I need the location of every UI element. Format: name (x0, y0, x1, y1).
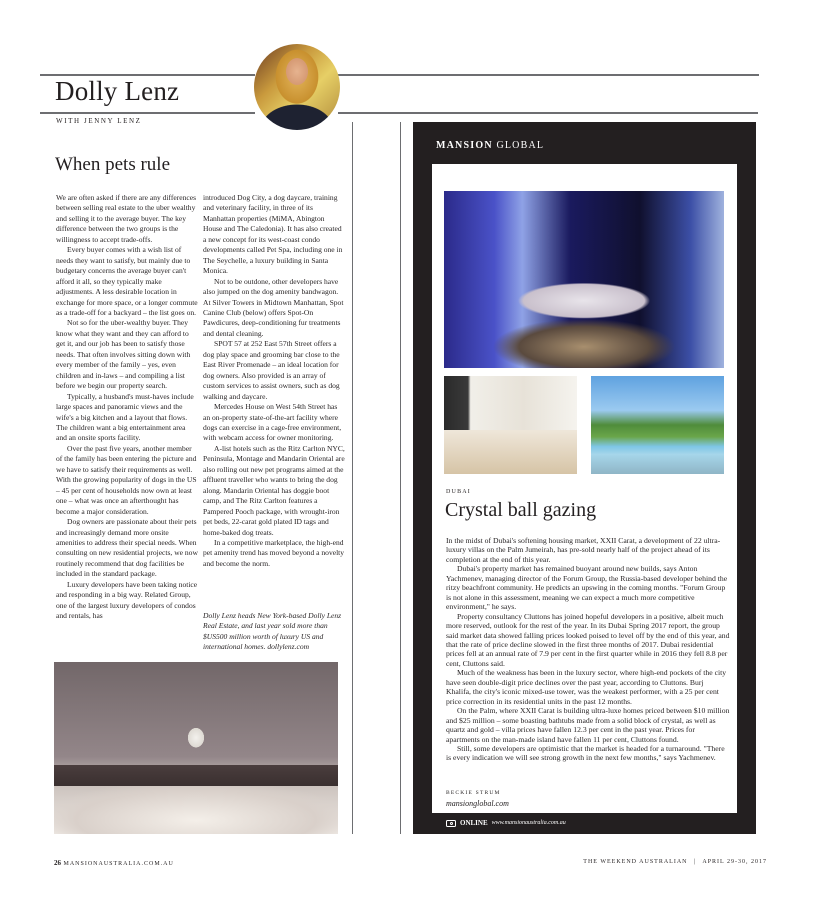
online-label: ONLINE (460, 819, 488, 827)
byline-rule-right (338, 112, 758, 114)
article-kicker: DUBAI (446, 489, 471, 495)
footer-left (54, 859, 174, 867)
author-bio: Dolly Lenz heads New York-based Dolly Lenz Real Estate, and last year sold more than $US500 million worth of luxury US and international homes. dollylenz.com (203, 611, 342, 652)
column-headline: When pets rule (55, 154, 171, 175)
credit-name: BECKIE STRUM (446, 790, 501, 796)
online-url[interactable]: www.mansionaustralia.com.au (491, 820, 566, 826)
paragraph: Typically, a husband's must-haves include large spaces and panoramic views and the wife's a big kitchen and a layout that flows. The children want a big entertainment area and an onsite sports facility. (56, 391, 194, 443)
paragraph: SPOT 57 at 252 East 57th Street offers a dog play space and grooming bar close to the East River Promenade – an ideal location for dog owners. Also provided is an array of custom services to assist owners, such as dog walking and daycare. (203, 339, 340, 401)
paragraph: Luxury developers have been taking notice and responding in a big way. Related Group, one of the largest luxury developers of condos and rentals, has (56, 579, 198, 621)
paragraph: In the midst of Dubai's softening housing market, XXII Carat, a development of 22 ultra-luxury villas on the Palm Jumeirah, has pre-sold nearly half of the project ahead of its completion at the end of this year. (446, 536, 721, 564)
column-divider (352, 122, 353, 834)
paragraph: Dog owners are passionate about their pets and increasingly demand more onsite amenities to address their special needs. When consulting on new residential projects, we now routinely recommend that dog facilities be included in the standard package. (56, 517, 198, 579)
page-number: 26 (54, 859, 61, 867)
author-avatar (254, 44, 340, 130)
paragraph: Not to be outdone, other developers have also jumped on the dog amenity bandwagon. At Silver Towers in Midtown Manhattan, Spot Canine Club (below) offers Spot-On Pawdicures, deep-conditioning fur treatments and dental cleaning. (203, 276, 344, 338)
brand-logo (436, 140, 544, 151)
article-headline: Crystal ball gazing (445, 499, 597, 521)
paragraph: Not so for the uber-wealthy buyer. They know what they want and they can afford to get it, and our job has been to satisfy those needs. That often involves sitting down with every member of the family – yes, even children and in-laws – and compiling a list before we begin our property search. (56, 318, 191, 391)
author-name: Dolly Lenz (55, 76, 180, 106)
footer-publication: THE WEEKEND AUSTRALIAN (583, 859, 688, 865)
camera-icon (446, 820, 456, 827)
paragraph: On the Palm, where XXII Carat is building ultra-luxe homes priced between $10 million and $25 million – some boasting bathtubs made from a solid block of crystal, as well as quartz and gold – villa prices have fallen 12.3 per cent in the past year. Prices for apartments on the man-made island have fallen 11 per cent, Cluttons found. (446, 706, 730, 744)
pool-villa-photo (591, 376, 724, 474)
paragraph: In a competitive marketplace, the high-end pet amenity trend has moved beyond a novelty and become the norm. (203, 537, 345, 568)
byline-rule (40, 112, 255, 114)
top-rule-right (338, 74, 759, 76)
footer-right (583, 859, 767, 865)
paragraph: Dubai's property market has remained buoyant around new builds, says Anton Yachmenev, managing director of the Forum Group, the Russia-based developer behind the ritzy beachfront community. He predicts an upswing in the coming months. "Forum Group is not alone in this assessment, meaning we can expect a much more competitive environment," he says. (446, 564, 728, 612)
dog-bed-photo (54, 662, 338, 834)
paragraph: Still, some developers are optimistic that the market is headed for a turnaround. "There is every indication we will see strong growth in the next few months," says Yachmenev. (446, 743, 725, 763)
paragraph: Much of the weakness has been in the luxury sector, where high-end pockets of the city have seen double-digit price declines over the past year, according to Cluttons. Burj Khalifa, the city's iconic mixed-use tower, was the weakest performer, with a 25 per cent price correction in its residential units in the past 12 months. (446, 668, 727, 706)
paragraph: We are often asked if there are any differences between selling real estate to the uber wealthy and selling it to the average buyer. The key difference between the two groups is the willingness to accept trade-offs. (56, 193, 197, 244)
column-body-1 (56, 193, 198, 622)
column-body-2 (203, 193, 345, 569)
credit-link[interactable]: mansionglobal.com (446, 799, 509, 808)
paragraph: Mercedes House on West 54th Street has an on-property state-of-the-art facility where dogs can exercise in a cage-free environment, with webcam access for owner monitoring. (203, 402, 342, 443)
footer-site: MANSIONAUSTRALIA.COM.AU (63, 861, 174, 867)
brand-light: GLOBAL (492, 140, 545, 151)
crystal-bathtub-photo (444, 191, 724, 368)
section-divider (400, 122, 401, 834)
paragraph: Over the past five years, another member of the family has been entering the picture and we have to satisfy their requirements as well. With the growing popularity of dogs in the US – 45 per cent of households now own at least one – what was once an afterthought has become a major consideration. (56, 443, 197, 516)
living-room-photo (444, 376, 577, 474)
coauthor-line: WITH JENNY LENZ (56, 117, 142, 125)
paragraph: Every buyer comes with a wish list of needs they want to satisfy, but mainly due to budgetary concerns the average buyer can't afford it all, so they typically make adjustments. A less desirable location in exchange for more space, or a longer commute as a trade-off for a backyard – the list goes on. (56, 245, 198, 317)
footer-date: APRIL 29-30, 2017 (702, 859, 767, 865)
brand-bold: MANSION (436, 140, 493, 151)
paragraph: A-list hotels such as the Ritz Carlton NYC, Peninsula, Montage and Mandarin Oriental are also rolling out new pet programs aimed at the affluent traveller who wants to bring the dog along. Mandarin Oriental has doggie boot camp, and The Ritz Carlton features a Pampered Pooch package, with wrought-iron pet beds, 22-carat gold plated ID tags and home-baked dog treats. (203, 443, 345, 537)
footer-separator: | (694, 859, 697, 865)
online-link[interactable] (446, 819, 566, 827)
article-body (446, 536, 730, 763)
paragraph: introduced Dog City, a dog daycare, training and veterinary facility, in three of its Manhattan properties (MiMA, Abington House and The Caledonia). It has also created a new concept for its west-coast condo developments called Pet Spa, including one in The Seychelle, a luxury building in Santa Monica. (203, 193, 343, 276)
paragraph: Property consultancy Cluttons has joined hopeful developers in a positive, albeit much more reserved, outlook for the rest of the year. In its Dubai Spring 2017 report, the group said market data showed falling prices looked poised to level off by the end of this year, and that the rate of price decline slowed in the first three months of 2017. Dubai residential prices fell at an annual rate of 7.9 per cent in the first quarter while in 2016 they fell 8.8 per cent, Cluttons said. (446, 611, 730, 668)
